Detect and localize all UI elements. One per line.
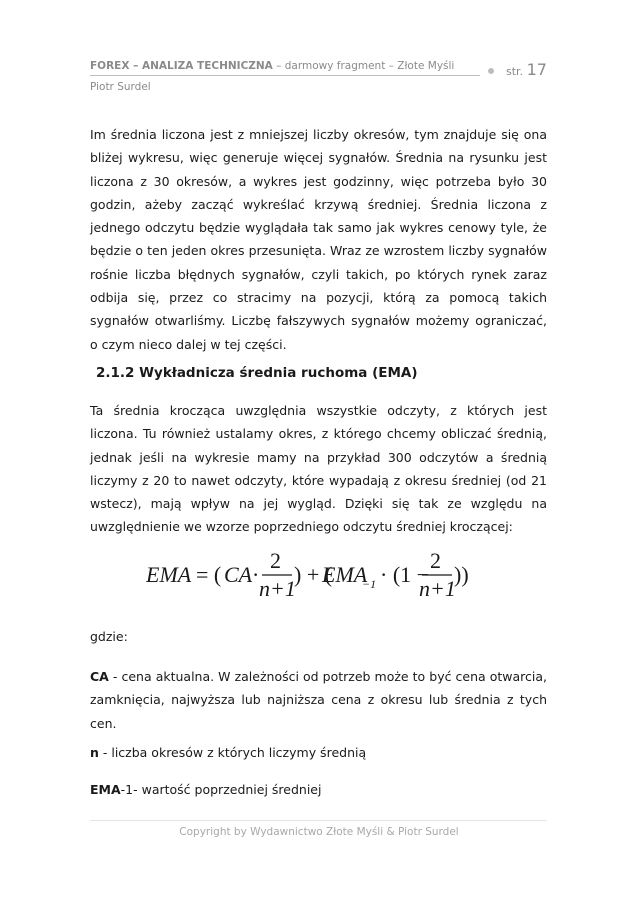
header-author: Piotr Surdel [90, 81, 151, 93]
definition-ema-term: EMA [90, 782, 121, 797]
formula-eq-open: = ( [196, 562, 222, 587]
formula-ema-sub: −1 [362, 577, 377, 591]
formula-den-1: n+1 [259, 576, 296, 601]
formula-ca: CA [224, 562, 253, 587]
where-label: gdzie: [90, 629, 128, 644]
running-header [90, 60, 480, 72]
formula-num-2: 2 [430, 548, 441, 573]
formula-lhs: EMA [146, 562, 192, 587]
page-number-value: 17 [526, 60, 547, 79]
page-number [506, 60, 547, 79]
paragraph-intro: Im średnia liczona jest z mniejszej liczby okresów, tym znajduje się ona bliżej wykresu, więc generuje więcej sygnałów. Średnia na rysunku jest liczona z 30 okresów, a wykres jest godzinny, więc potrzeba było 30 godzin, ażeby zacząć wykreślać krzywą średniej. Średnia liczona z jednego odczytu będzie wyglądała tak samo jak wykres cenowy tyle, że będzie o ten jeden okres przesunięta. Wraz ze wzrostem liczby sygnałów rośnie liczba błędnych sygnałów, czyli takich, po których rynek zaraz odbija się, przez co stracimy na pozycji, którą za pomocą takich sygnałów otwarliśmy. Liczbę fałszywych sygnałów możemy ograniczać, o czym nieco dalej w tej części. [90, 127, 547, 352]
header-title-rest: – darmowy fragment – Złote Myśli [272, 60, 455, 72]
definition-ca-text: - cena aktualna. W zależności od potrzeb może to być cena otwarcia, zamknięcia, najwyższa lub najniższa cena z okresu lub średnia z tych cen. [90, 669, 547, 731]
formula-dot-1: · [252, 562, 260, 587]
section-heading: 2.1.2 Wykładnicza średnia ruchoma (EMA) [96, 365, 418, 381]
formula-one-open: · (1 − [380, 562, 430, 587]
formula-num-1: 2 [270, 548, 281, 573]
definition-ca [90, 665, 547, 735]
definition-n-text: - liczba okresów z których liczymy średnią [98, 745, 367, 760]
formula-close: )) [454, 562, 469, 587]
footer-copyright: Copyright by Wydawnictwo Złote Myśli & Piotr Surdel [179, 826, 459, 838]
formula-den-2: n+1 [419, 576, 456, 601]
definition-n-term: n [90, 745, 99, 760]
page-prefix: str. [506, 65, 524, 78]
header-bullet-icon [488, 68, 494, 74]
definition-ema-text: -1- wartość poprzedniej średniej [120, 782, 322, 797]
header-rule [90, 75, 480, 76]
paragraph-ema: Ta średnia krocząca uwzględnia wszystkie odczyty, z których jest liczona. Tu również ustalamy okres, z którego chcemy obliczać średnią, jednak jeśli na wykresie mamy na przykład 300 odczytów a średnią liczymy z 20 to nawet odczyty, które wypadają z okresu średniej (od 21 wstecz), mają wpływ na jej wygląd. Dzięki się tak ze względu na uwzględnienie we wzorze poprzedniego odczytu średniej kroczącej: [90, 403, 547, 535]
ema-formula [146, 546, 476, 602]
header-title-bold: FOREX – ANALIZA TECHNICZNA [90, 60, 273, 72]
header-title [90, 60, 480, 72]
formula-mid: ) + ( [294, 562, 333, 587]
definition-ca-term: CA [90, 669, 109, 684]
definition-ema [90, 778, 547, 801]
footer-rule [90, 820, 547, 821]
formula-ema-prev: EMA [322, 562, 368, 587]
definition-n [90, 741, 547, 764]
